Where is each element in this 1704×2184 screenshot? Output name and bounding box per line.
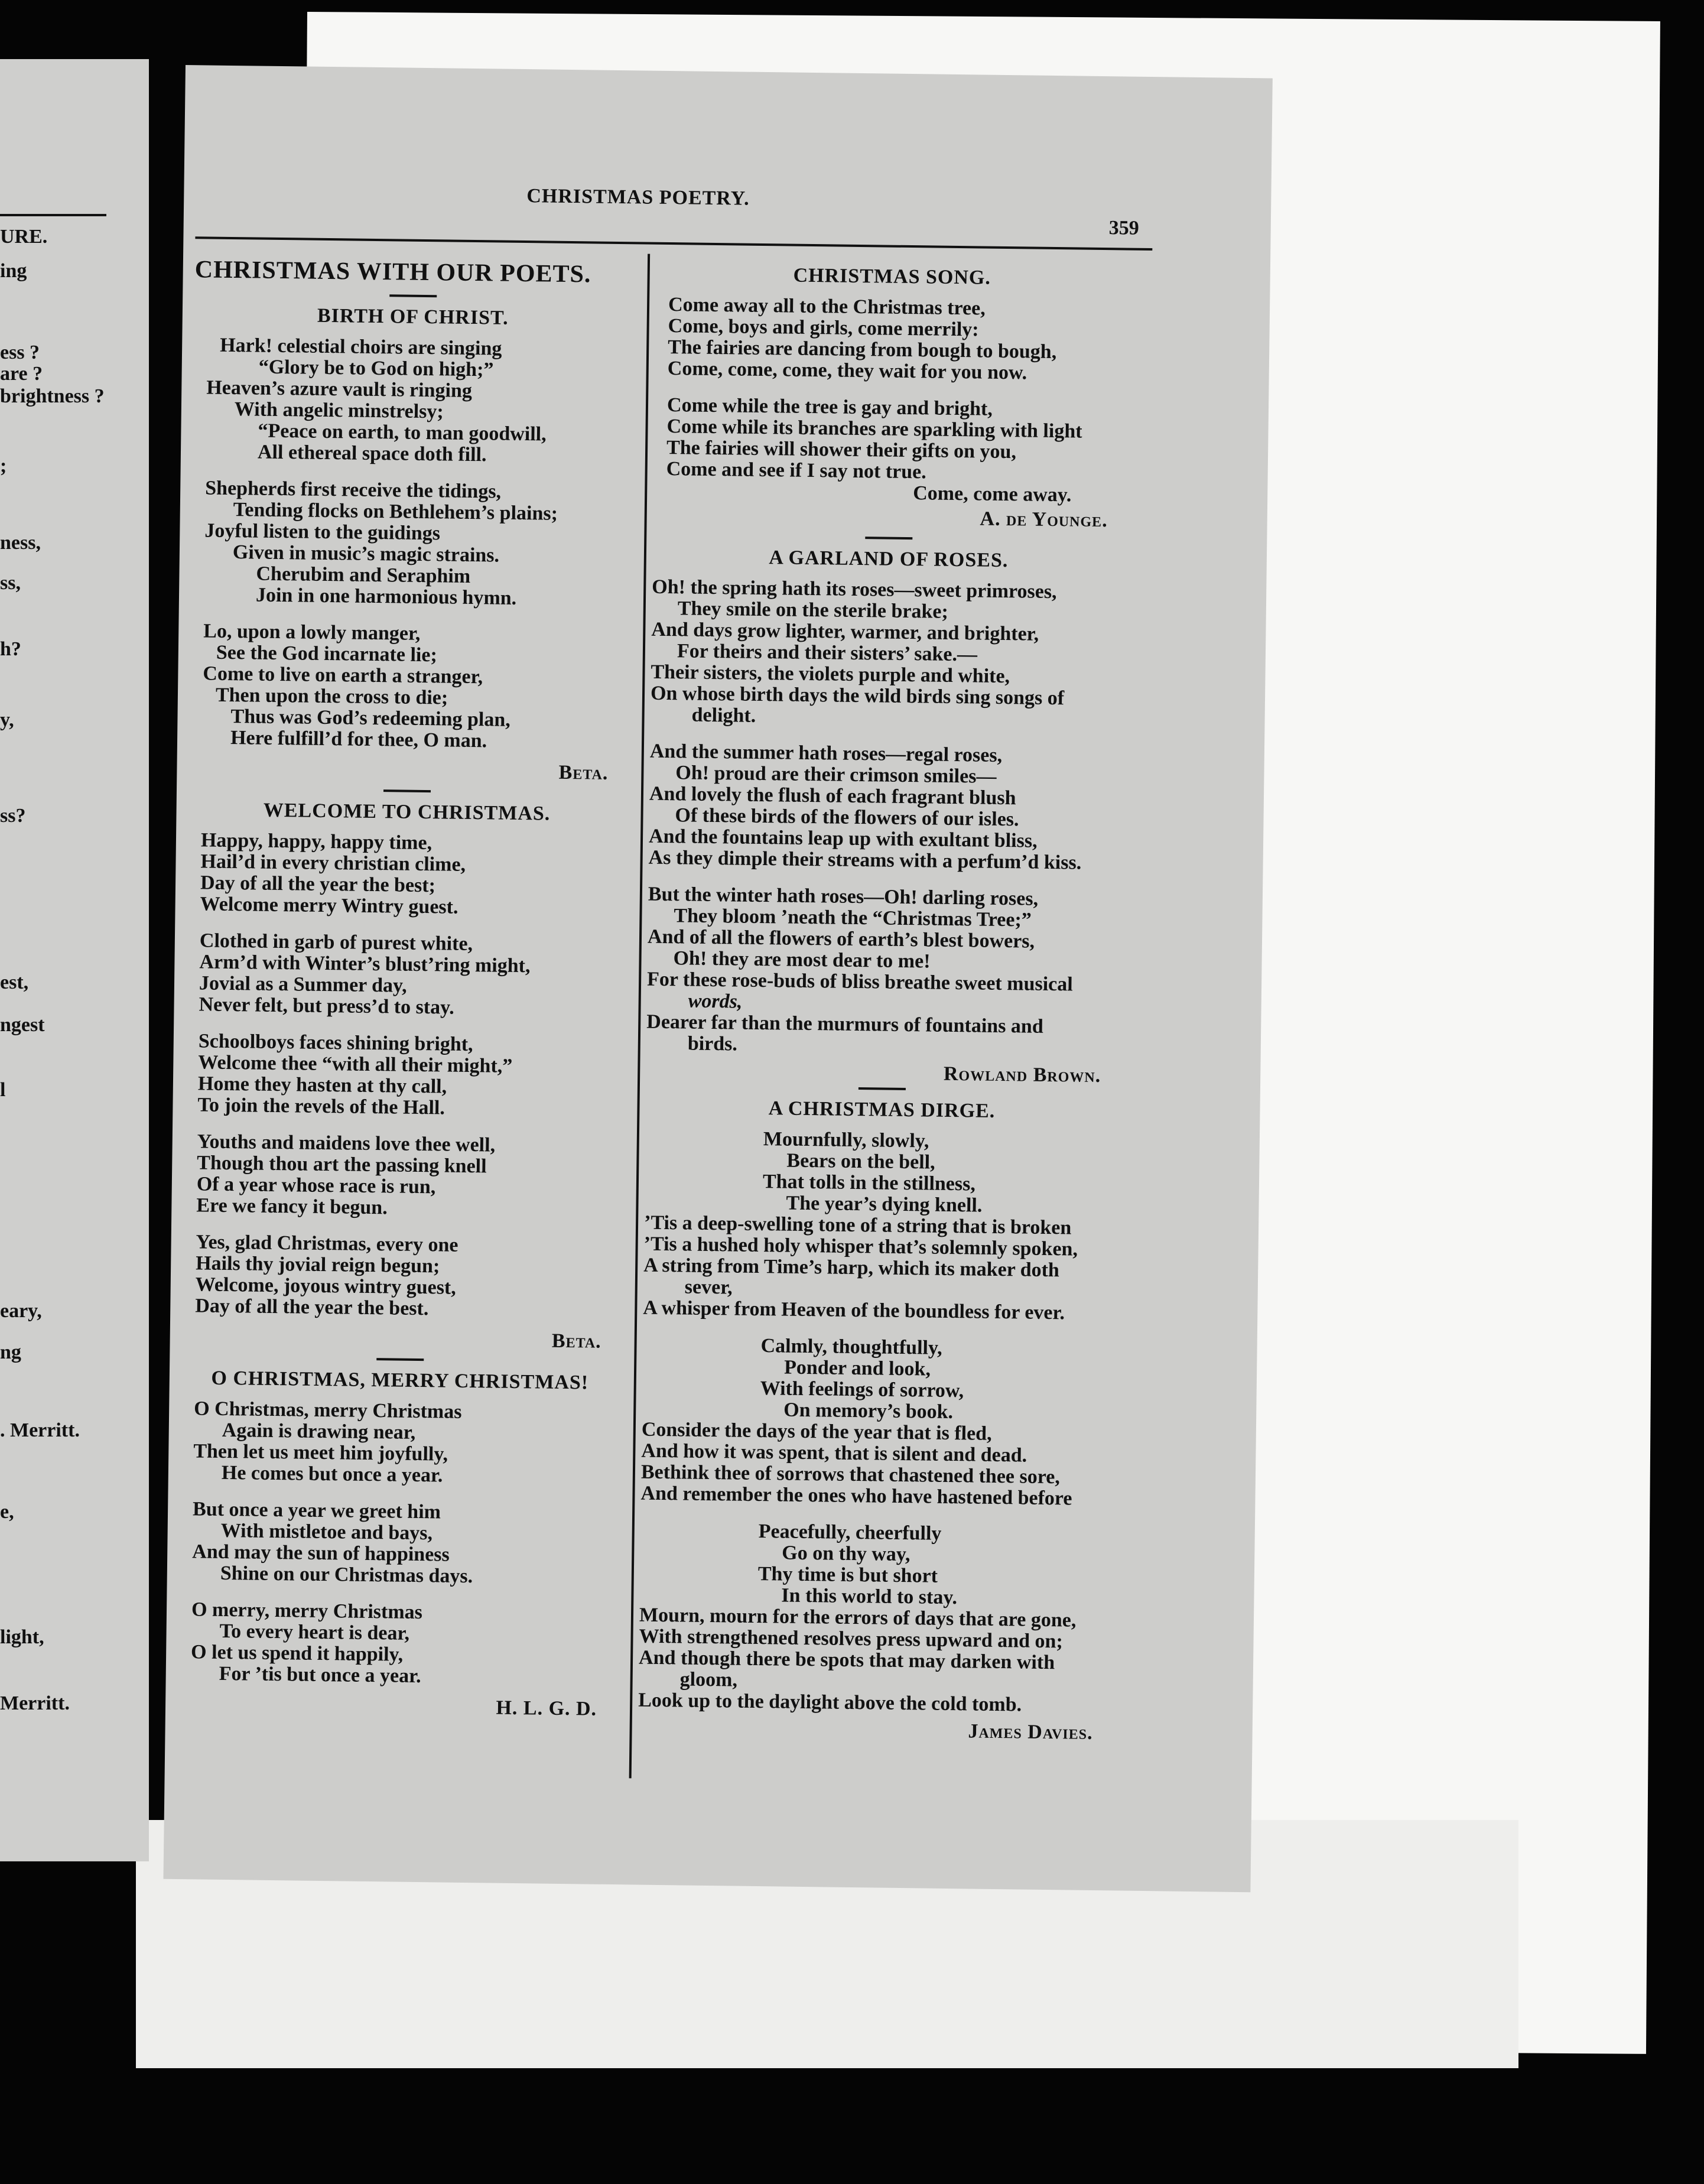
poem-line: And the summer hath roses—regal roses, [649, 740, 1003, 766]
poem-line: Youths and maidens love thee well, [197, 1130, 496, 1156]
stanza [183, 1131, 622, 1221]
section-rule [389, 294, 437, 297]
section-rule [865, 537, 912, 540]
poem-line: Ponder and look, [783, 1356, 931, 1380]
poem-line: Though thou art the passing knell [197, 1152, 487, 1178]
poem-line: With strengthened resolves press upward and on; [639, 1625, 1064, 1653]
poem-line: Clothed in garb of purest white, [199, 930, 473, 956]
left-fragment: eary, [0, 1300, 42, 1322]
stanza [191, 477, 630, 610]
poem-line: Arm’d with Winter’s blust’ring might, [199, 951, 531, 977]
poem-line: Then let us meet him joyfully, [193, 1440, 448, 1465]
poem-line: To join the revels of the Hall. [197, 1094, 445, 1119]
poem-line: See the God incarnate lie; [216, 641, 437, 667]
poem-a-christmas-dirge [638, 1097, 1118, 1744]
poem-line: The fairies will shower their gifts on you, [666, 436, 1017, 463]
poem-title: A CHRISTMAS DIRGE. [768, 1097, 996, 1122]
stanza [187, 830, 625, 920]
stanza [184, 1031, 623, 1121]
poem-line: Come away all to the Christmas tree, [668, 294, 986, 320]
poem-welcome-to-christmas [181, 799, 625, 1353]
poem-line: gloom, [679, 1668, 738, 1691]
poem-line: Of a year whose race is run, [196, 1173, 436, 1198]
left-fragment: URE. [0, 226, 48, 248]
left-fragment: ss? [0, 805, 26, 827]
poem-line: That tolls in the stillness, [762, 1171, 976, 1195]
poem-signature: A. de Younge. [980, 508, 1108, 532]
poem-line: They bloom ’neath the “Christmas Tree;” [674, 905, 1032, 931]
poem-christmas-song [653, 264, 1129, 532]
poem-signature: Beta. [558, 761, 609, 784]
poem-line: And days grow lighter, warmer, and brighter, [651, 618, 1039, 645]
section-rule [376, 1358, 424, 1361]
page-header [183, 65, 1273, 261]
left-column [177, 242, 632, 1724]
poem-line: They smile on the sterile brake; [677, 597, 949, 623]
poem-line: Welcome merry Wintry guest. [200, 893, 458, 918]
poem-line: Lo, upon a lowly manger, [203, 620, 421, 645]
poem-line: All ethereal space doth fill. [257, 441, 487, 466]
poem-a-garland-of-roses [646, 546, 1125, 1087]
poem-line: ’Tis a deep-swelling tone of a string that is broken [643, 1211, 1072, 1239]
poem-line: A string from Time’s harp, which its maker doth [643, 1254, 1060, 1282]
poem-line: Oh! the spring hath its roses—sweet primroses, [652, 576, 1057, 603]
poem-signature: James Davies. [968, 1720, 1093, 1744]
poem-title: BIRTH OF CHRIST. [317, 304, 509, 329]
poem-line: Come to live on earth a stranger, [203, 662, 483, 688]
poem-line: ’Tis a hushed holy whisper that’s solemnly spoken, [643, 1233, 1078, 1260]
stanza [650, 577, 1124, 732]
poem-line: And though there be spots that may darken with [638, 1646, 1055, 1674]
poem-line: A whisper from Heaven of the boundless for ever. [643, 1296, 1065, 1324]
stanza [638, 1520, 1113, 1717]
left-fragment: h? [0, 638, 21, 660]
poem-line: Thus was God’s redeeming plan, [230, 706, 510, 731]
printed-page [163, 65, 1272, 1892]
poem-line: The year’s dying knell. [786, 1192, 983, 1217]
poem-line: In this world to stay. [781, 1584, 958, 1609]
poem-line: Hail’d in every christian clime, [200, 850, 466, 876]
poem-line: Never felt, but press’d to stay. [199, 993, 454, 1019]
stanza [655, 294, 1129, 385]
running-head: CHRISTMAS POETRY. [526, 185, 750, 210]
poem-line: Day of all the year the best. [195, 1295, 429, 1320]
section-rule [383, 789, 431, 792]
poem-line: Bears on the bell, [786, 1149, 935, 1174]
section-rule [858, 1087, 906, 1090]
left-page-rule [0, 214, 106, 216]
poem-line: Peacefully, cheerfully [758, 1520, 942, 1545]
left-fragment: light, [0, 1626, 44, 1648]
poem-title: O CHRISTMAS, MERRY CHRISTMAS! [211, 1367, 589, 1394]
poem-line: And may the sun of happiness [192, 1540, 450, 1566]
poem-line: Shepherds first receive the tidings, [205, 477, 502, 503]
poem-line: Of these birds of the flowers of our isles. [675, 804, 1019, 831]
poem-birth-of-christ [188, 304, 632, 784]
left-fragment: est, [0, 971, 29, 993]
poem-line: He comes but once a year. [221, 1461, 443, 1487]
stanza [653, 395, 1127, 507]
poem-title: WELCOME TO CHRISTMAS. [263, 799, 551, 825]
left-fragment: ing [0, 260, 27, 282]
poem-line: Consider the days of the year that is fled, [641, 1418, 992, 1445]
poem-line: words, [688, 990, 743, 1013]
stanza [189, 620, 628, 753]
stanza [648, 741, 1123, 875]
poem-line: Come and see if I say not true. [666, 457, 926, 483]
poem-line: Yes, glad Christmas, every one [196, 1231, 458, 1256]
poem-line: birds. [687, 1032, 738, 1055]
stanza [182, 1231, 620, 1322]
poem-line: Welcome, joyous wintry guest, [195, 1273, 456, 1299]
left-fragment: ess ? [0, 342, 40, 363]
right-column [638, 248, 1129, 1748]
poem-line: Come, boys and girls, come merrily: [668, 315, 979, 341]
poem-line: Oh! they are most dear to me! [673, 947, 931, 973]
poem-line: O merry, merry Christmas [191, 1598, 423, 1624]
left-fragment: . Merritt. [0, 1419, 80, 1441]
poem-line: Home they hasten at thy call, [197, 1072, 447, 1098]
poem-line: Mourn, mourn for the errors of days that are gone, [639, 1604, 1077, 1632]
poem-line: For these rose-buds of bliss breathe sweet musical [646, 968, 1073, 996]
poem-line: As they dimple their streams with a perfum’d kiss. [648, 846, 1082, 874]
left-fragment: ngest [0, 1014, 45, 1036]
poem-line: Calmly, thoughtfully, [760, 1335, 942, 1359]
poem-line: Ere we fancy it begun. [196, 1194, 388, 1219]
left-fragment: Merritt. [0, 1692, 70, 1714]
poem-line: And of all the flowers of earth’s blest bowers, [647, 925, 1035, 953]
poem-line: Cherubim and Seraphim [256, 563, 471, 587]
poem-line: And how it was spent, that is silent and dead. [641, 1439, 1027, 1467]
left-fragment: are ? [0, 363, 43, 385]
stanza [180, 1398, 619, 1488]
poem-line: On whose birth days the wild birds sing songs of [650, 682, 1065, 710]
poem-line: With angelic minstrelsy; [234, 398, 444, 423]
poem-line: And the fountains leap up with exultant bliss, [648, 825, 1038, 852]
poem-o-christmas-merry-christmas [177, 1367, 619, 1720]
poem-line: O Christmas, merry Christmas [193, 1398, 462, 1423]
poem-line: But the winter hath roses—Oh! darling roses, [648, 883, 1039, 910]
poem-line: Join in one harmonious hymn. [255, 584, 517, 609]
poem-line: “Peace on earth, to man goodwill, [258, 420, 547, 446]
poem-line: Day of all the year the best; [200, 872, 436, 897]
poem-line: Oh! proud are their crimson smiles— [675, 762, 997, 788]
left-fragment: ng [0, 1341, 21, 1363]
left-fragment: l [0, 1079, 6, 1101]
poem-title: A GARLAND OF ROSES. [769, 547, 1009, 572]
poem-line: “Glory be to God on high;” [258, 356, 494, 381]
poem-line: Heaven’s azure vault is ringing [206, 376, 473, 402]
left-fragment: ness, [0, 532, 41, 554]
stanza [186, 930, 624, 1020]
poem-line: Schoolboys faces shining bright, [198, 1030, 473, 1056]
poem-signature: H. L. G. D. [496, 1696, 597, 1720]
poem-title: CHRISTMAS SONG. [793, 264, 991, 289]
poem-line: For ’tis but once a year. [219, 1662, 421, 1688]
poem-line: Then upon the cross to die; [215, 684, 448, 709]
poem-line: But once a year we greet him [192, 1498, 441, 1523]
poem-line: Joyful listen to the guidings [204, 519, 441, 545]
poem-line: Dearer far than the murmurs of fountains and [646, 1010, 1043, 1038]
poem-line: Come while its branches are sparkling with light [666, 415, 1082, 443]
poem-line: Happy, happy, happy time, [200, 829, 432, 854]
poem-line: Come while the tree is gay and bright, [666, 394, 993, 420]
poem-line: Bethink thee of sorrows that chastened thee sore, [640, 1461, 1061, 1488]
poem-line: Their sisters, the violets purple and white, [651, 661, 1010, 688]
stanza [178, 1599, 616, 1689]
poem-line: And lovely the flush of each fragrant blush [649, 782, 1016, 810]
poem-line: And remember the ones who have hastened before [640, 1482, 1072, 1510]
poem-line: Here fulfill’d for thee, O man. [230, 727, 487, 752]
poem-line: The fairies are dancing from bough to bough, [668, 336, 1057, 363]
page-title: CHRISTMAS WITH OUR POETS. [194, 256, 591, 288]
left-page-fragment [0, 59, 149, 1861]
left-fragment: y, [0, 709, 14, 731]
poem-line: Hark! celestial choirs are singing [219, 334, 502, 360]
poem-line: Jovial as a Summer day, [199, 972, 407, 997]
poem-line: Shine on our Christmas days. [220, 1562, 473, 1588]
left-fragment: e, [0, 1501, 14, 1523]
poem-line: Mournfully, slowly, [763, 1128, 929, 1152]
poem-line: Come, come away. [913, 482, 1072, 506]
stanza [640, 1334, 1115, 1510]
poem-line: Given in music’s magic strains. [232, 541, 500, 567]
poem-line: On memory’s book. [783, 1399, 954, 1424]
left-fragment: ; [0, 455, 7, 477]
poem-line: Hails thy jovial reign begun; [196, 1252, 440, 1278]
poem-line: Welcome thee “with all their might,” [198, 1051, 513, 1077]
poem-line: With mistletoe and bays, [220, 1519, 433, 1545]
poem-line: O let us spend it happily, [190, 1641, 404, 1666]
poem-line: Look up to the daylight above the cold tomb. [638, 1689, 1022, 1716]
poem-line: Again is drawing near, [222, 1419, 416, 1444]
poem-line: Go on thy way, [782, 1542, 910, 1566]
poem-line: Thy time is but short [757, 1563, 938, 1587]
poem-line: With feelings of sorrow, [760, 1377, 964, 1402]
stanza [179, 1499, 617, 1589]
stanza [643, 1127, 1118, 1325]
poem-line: delight. [691, 704, 756, 727]
poem-line: Come, come, come, they wait for you now. [667, 358, 1027, 384]
poem-line: sever, [684, 1276, 733, 1299]
stanza [646, 884, 1121, 1060]
stanza [193, 334, 632, 467]
poem-line: For theirs and their sisters’ sake.— [677, 640, 978, 666]
poem-signature: Beta. [551, 1330, 601, 1353]
poem-line: Tending flocks on Bethlehem’s plains; [233, 499, 558, 525]
poem-signature: Rowland Brown. [943, 1062, 1101, 1087]
left-fragment: brightness ? [0, 385, 105, 407]
poem-line: To every heart is dear, [219, 1620, 410, 1644]
page-number: 359 [1108, 217, 1139, 239]
left-fragment: ss, [0, 572, 21, 594]
